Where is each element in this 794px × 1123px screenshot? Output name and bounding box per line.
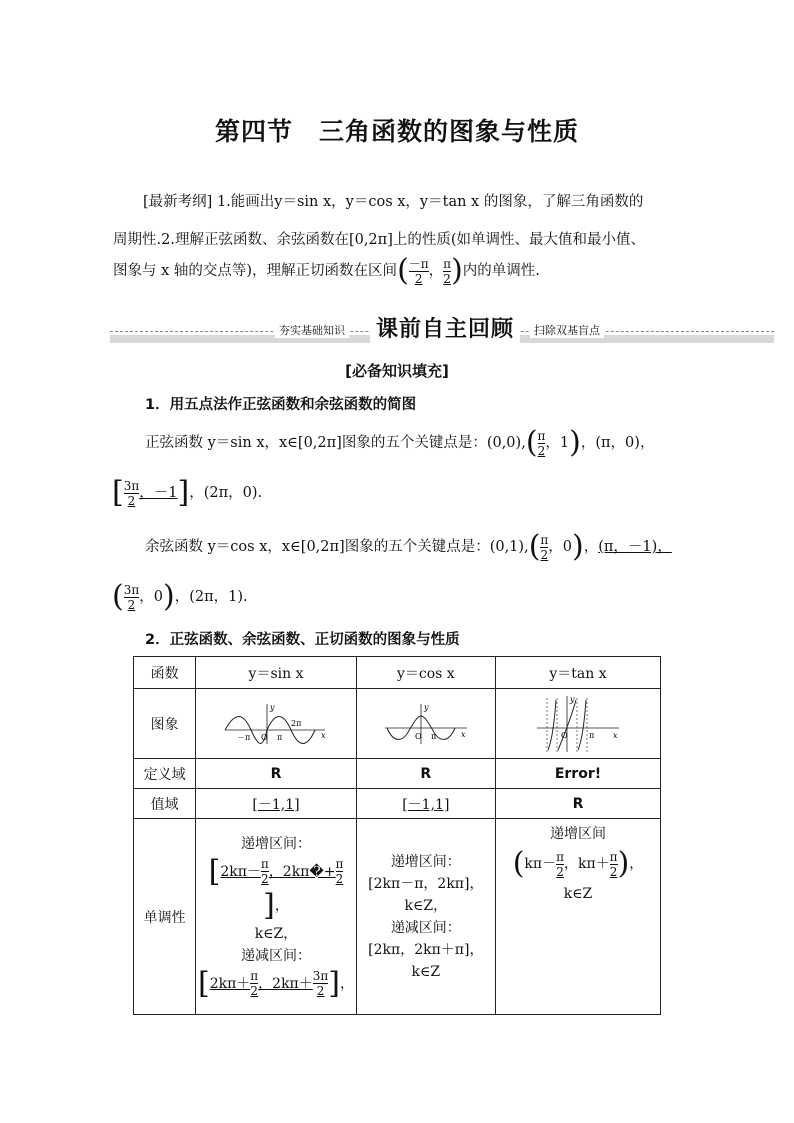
header-sin: y＝sin x [196, 657, 356, 689]
graph-label: 图象 [134, 689, 196, 759]
sin-graph-negpi: －π [237, 732, 251, 742]
sin-graph-x: x [321, 730, 326, 740]
syllabus-text-3a: 图象与 x 轴的交点等)，理解正切函数在区间 [113, 263, 398, 279]
range-tan: R [495, 789, 660, 819]
frac-pi-2: $\frac{\pi}{2}$ [443, 256, 452, 286]
sin-keypoints-line-1: 正弦函数 y＝sin x，x∈[0,2π]图象的五个关键点是：(0,0),( $\frac{\pi}{2}$ ，1)，(π，0)， [145, 425, 655, 460]
mono-label: 单调性 [134, 819, 196, 1015]
syllabus-text-1: 1.能画出y＝sin x，y＝cos x，y＝tan x 的图象，了解三角函数的 [216, 194, 644, 210]
header-cos: y＝cos x [356, 657, 495, 689]
syllabus-text-3b: 内的单调性. [462, 263, 540, 279]
table-row-domain [134, 759, 661, 789]
syllabus-line-3: 图象与 x 轴的交点等)，理解正切函数在区间( $\frac{-\pi}{2}$ ， $\frac{\pi}{2}$ )内的单调性. [113, 253, 540, 288]
range-label: 值域 [134, 789, 196, 819]
table-row-range [134, 789, 661, 819]
banner-right: 扫除双基盲点 [530, 322, 604, 338]
page-title: 第四节 三角函数的图象与性质 [214, 117, 579, 146]
cos-graph [356, 689, 495, 759]
range-cos: [－1,1] [356, 789, 495, 819]
cos-keypoints-line-1: 余弦函数 y＝cos x，x∈[0,2π]图象的五个关键点是：(0,1),( $\frac{\pi}{2}$ ，0)，(π，－1)， [145, 529, 672, 564]
tan-graph-x: x [612, 730, 618, 740]
sin-graph-2pi: 2π [291, 718, 302, 728]
syllabus-tag: [最新考纲] [143, 194, 213, 210]
item1-heading: 1．用五点法作正弦函数和余弦函数的简图 [145, 397, 417, 413]
tan-graph [495, 689, 660, 759]
range-sin: [－1,1] [196, 789, 356, 819]
tan-graph-pi: π [588, 730, 595, 740]
syllabus-line-1 [143, 190, 643, 211]
domain-tan: Error! [495, 759, 660, 789]
mono-tan: 递增区间 (kπ－ $\frac{\pi}{2}$ ，kπ＋ $\frac{\pi}{2}$ )， k∈Z [495, 819, 660, 1015]
sin-graph-y: y [270, 702, 275, 712]
table-row-graph [134, 689, 661, 759]
sin-graph-pi: π [277, 732, 283, 742]
cos-graph-o: O [414, 731, 422, 741]
mono-cos: 递增区间： [2kπ－π，2kπ]， k∈Z， 递减区间： [2kπ，2kπ＋π]， k∈Z [356, 819, 495, 1015]
tan-graph-o: O [560, 730, 568, 740]
domain-cos: R [356, 759, 495, 789]
tan-graph-y: y [569, 694, 575, 704]
domain-sin: R [196, 759, 356, 789]
header-func: 函数 [134, 657, 196, 689]
sin-graph [196, 689, 356, 759]
cos-graph-y: y [423, 702, 429, 712]
domain-label: 定义域 [134, 759, 196, 789]
cos-keypoints-line-2: ( $\frac{3\pi}{2}$ ，0)，(2π，1). [112, 579, 248, 614]
table-row-monotonicity [134, 819, 661, 1015]
banner-main: 课前自主回顾 [370, 312, 520, 343]
sin-graph-o: O [261, 732, 268, 742]
item2-heading: 2．正弦函数、余弦函数、正切函数的图象与性质 [145, 632, 460, 648]
sin-keypoints-line-2: [ $\frac{3\pi}{2}$ ，－1]，(2π，0). [112, 475, 263, 510]
section-title: [必备知识填充] [345, 362, 449, 380]
section-banner [110, 317, 774, 344]
table-header-row [134, 657, 661, 689]
properties-table [133, 656, 661, 1015]
frac-neg-pi-2: $\frac{-\pi}{2}$ [408, 256, 429, 286]
syllabus-line-2: 周期性.2.理解正弦函数、余弦函数在[0,2π]上的性质(如单调性、最大值和最小值、 [113, 232, 646, 248]
cos-graph-x: x [460, 729, 466, 739]
cos-graph-pi: π [430, 731, 437, 741]
mono-sin: 递增区间： [2kπ－ $\frac{\pi}{2}$ ，2kπ�+ $\frac{\pi}{2}$ ]， k∈Z， 递减区间： [2kπ＋ $\frac{\pi}{2}$ ，2kπ＋ $\frac{3\pi}{2}$ ]， [196, 819, 356, 1015]
banner-left: 夯实基础知识 [275, 322, 349, 338]
header-tan: y＝tan x [495, 657, 660, 689]
